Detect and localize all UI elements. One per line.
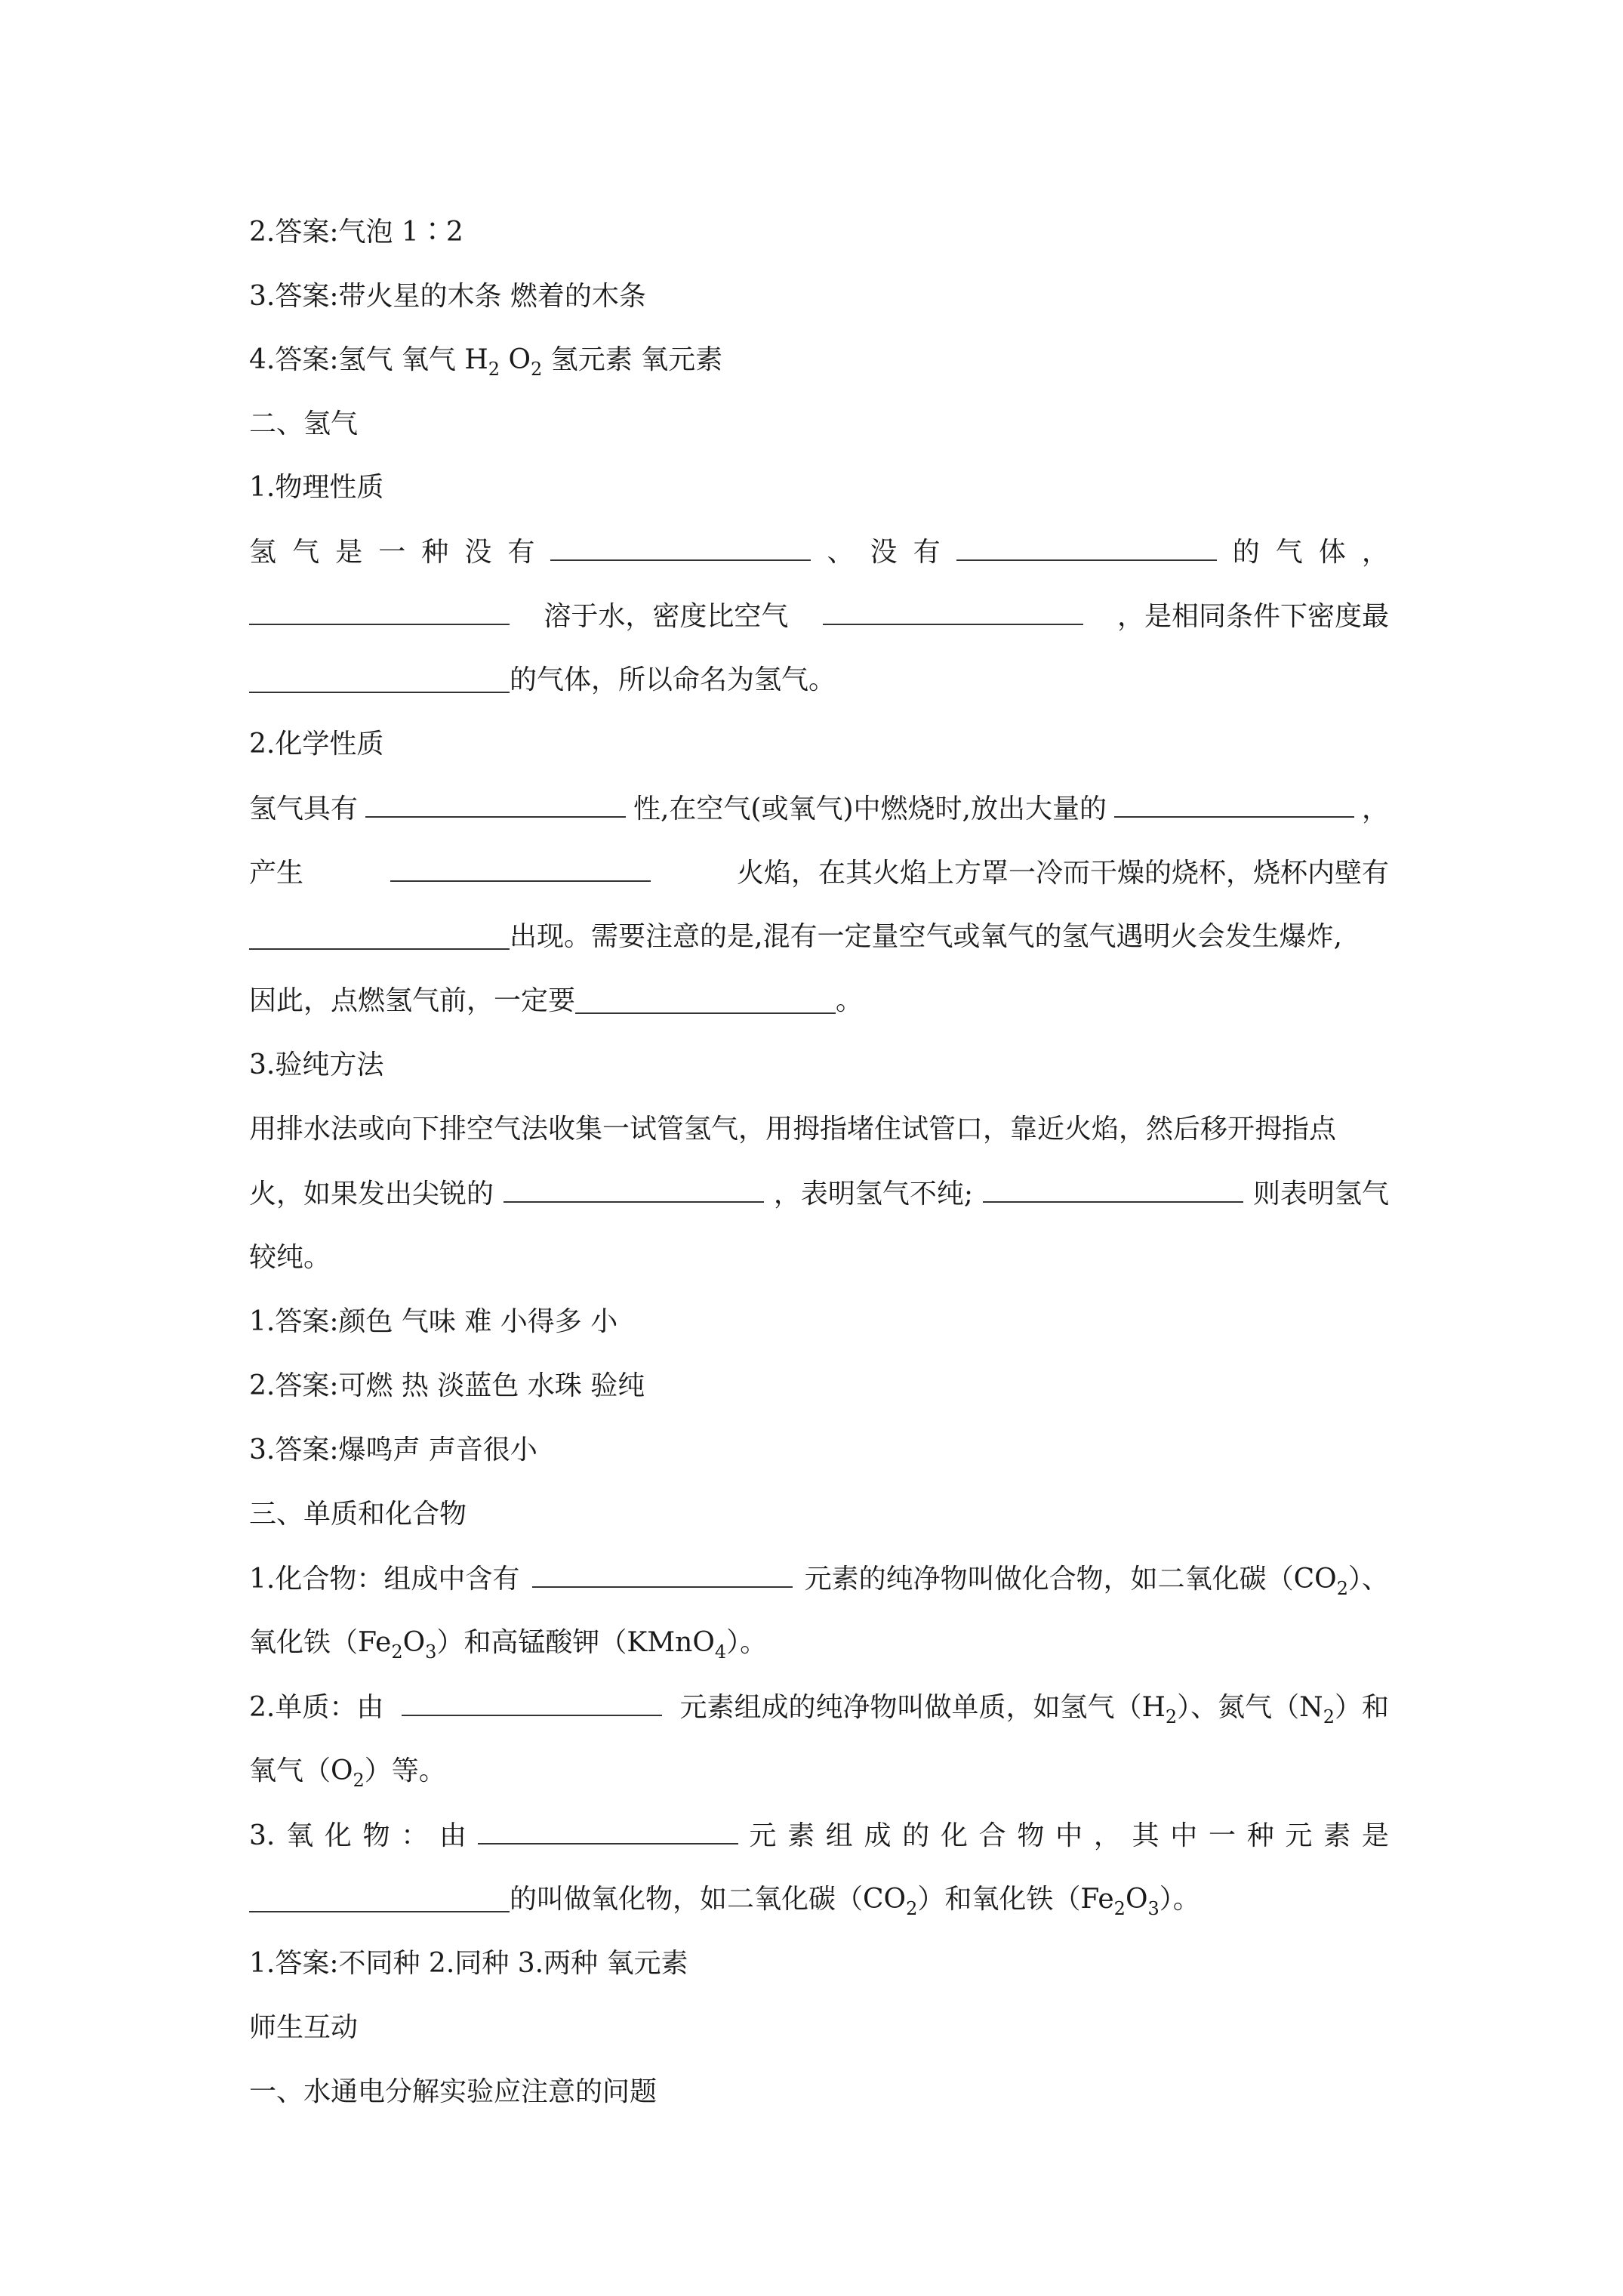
subscript: 2 (1323, 1706, 1335, 1727)
text-run: 2.单质：由 (249, 1692, 384, 1723)
heading-text: 3.验纯方法 (249, 1049, 384, 1080)
answer-text: 1.答案:不同种 2.同种 3.两种 氧元素 (249, 1948, 688, 1979)
subheading-chemical (249, 725, 1389, 764)
text-run: ）和高锰酸钾（KMnO (436, 1627, 715, 1658)
purity-line-1 (249, 1110, 1389, 1149)
purity-line-3 (249, 1238, 1389, 1277)
text-char: 物 (362, 1820, 390, 1851)
physical-line-2 (249, 596, 1389, 636)
text-run: 性,在空气(或氧气)中燃烧时,放出大量的 (633, 794, 1107, 824)
text-char: ， (1361, 794, 1389, 824)
text-char: 的 (1232, 537, 1260, 568)
text-run: 火，如果发出尖锐的 (249, 1179, 494, 1210)
water-answer-3 (249, 277, 1389, 316)
answer-text: 氢元素 氧元素 (542, 344, 723, 375)
element-line-1 (249, 1687, 1389, 1727)
fill-in-blank[interactable] (550, 532, 811, 561)
text-run: ）。 (726, 1627, 768, 1658)
subscript: 2 (391, 1641, 403, 1663)
heading-text: 师生互动 (249, 2012, 359, 2043)
text-char: 中 (1170, 1820, 1198, 1851)
subheading-electrolysis (249, 2073, 1389, 2112)
text-run: 则表明氢气 (1252, 1179, 1389, 1210)
fill-in-blank[interactable] (983, 1174, 1243, 1203)
text-char: 气 (292, 537, 320, 568)
text-run: ）。 (1159, 1884, 1200, 1915)
subscript: 2 (1113, 1898, 1126, 1919)
subscript: 2 (531, 359, 543, 380)
hydrogen-answer-2 (249, 1367, 1389, 1406)
text-run: 元素组成的纯净物叫做单质，如氢气（H (679, 1692, 1166, 1723)
answer-text: 4.答案:氢气 氧气 H (249, 344, 488, 375)
text-run: 产生 (249, 858, 304, 889)
text-char: 素 (787, 1820, 815, 1851)
subscript: 2 (353, 1770, 365, 1791)
text-char: 的 (902, 1820, 930, 1851)
text-char: 一 (378, 537, 406, 568)
fill-in-blank[interactable] (478, 1816, 738, 1845)
fill-in-blank[interactable] (532, 1559, 793, 1588)
physical-line-3 (249, 661, 1389, 700)
text-char: 其 (1132, 1820, 1160, 1851)
compound-line-2 (249, 1623, 1389, 1663)
subscript: 2 (906, 1898, 918, 1919)
fill-in-blank[interactable] (1114, 789, 1354, 818)
section-heading-interaction (249, 2008, 1389, 2048)
text-run: 火焰，在其火焰上方罩一冷而干燥的烧杯，烧杯内壁有 (736, 858, 1389, 889)
text-run: 氢气具有 (249, 794, 359, 824)
purity-line-2 (249, 1174, 1389, 1213)
text-char: 没 (870, 537, 898, 568)
subheading-physical (249, 468, 1389, 507)
subscript: 3 (425, 1641, 437, 1663)
water-answer-4 (249, 341, 1389, 380)
text-char: 中 (1055, 1820, 1083, 1851)
text-run: 氧化铁（Fe (249, 1627, 392, 1658)
text-char: 。 (836, 985, 864, 1016)
text-run: ）和氧化铁（Fe (917, 1884, 1114, 1915)
text-char: 一 (1208, 1820, 1236, 1851)
text-char: ， (1093, 1820, 1121, 1851)
fill-in-blank[interactable] (956, 532, 1217, 561)
subheading-purity (249, 1046, 1389, 1085)
text-run: 溶于水，密度比空气 (544, 601, 789, 632)
text-char: 是 (335, 537, 363, 568)
text-run: 的叫做氧化物，如二氧化碳（CO (510, 1884, 907, 1915)
text-char: 氧 (286, 1820, 314, 1851)
text-char: 、 (827, 537, 855, 568)
answer-text: 2.答案:气泡 1∶2 (249, 217, 463, 248)
text-char: ， (1361, 537, 1389, 568)
hydrogen-answer-1 (249, 1302, 1389, 1342)
heading-text: 三、单质和化合物 (249, 1499, 467, 1530)
text-run: 1.化合物：组成中含有 (249, 1564, 520, 1595)
text-char: 元 (749, 1820, 777, 1851)
text-char: 物 (1017, 1820, 1045, 1851)
text-run: ，表明氢气不纯; (773, 1179, 974, 1210)
text-char: 有 (913, 537, 941, 568)
fill-in-blank[interactable] (249, 596, 510, 625)
text-char: 氢 (249, 537, 277, 568)
text-run: 的气体，所以命名为氢气。 (510, 664, 836, 695)
text-char: 种 (1246, 1820, 1274, 1851)
text-run: ）等。 (364, 1755, 446, 1786)
fill-in-blank[interactable] (823, 596, 1083, 625)
fill-in-blank[interactable] (249, 921, 510, 950)
text-run: ）、 (1347, 1564, 1389, 1595)
fill-in-blank[interactable] (249, 664, 510, 693)
heading-text: 二、氢气 (249, 408, 359, 439)
text-run: O (402, 1627, 426, 1658)
text-char: 种 (421, 537, 449, 568)
text-run: ，是相同条件下密度最 (1116, 601, 1389, 632)
substances-answers (249, 1944, 1389, 1983)
text-char: 有 (507, 537, 535, 568)
answer-text: 3.答案:爆鸣声 声音很小 (249, 1435, 537, 1465)
text-run: 元素的纯净物叫做化合物，如二氧化碳（CO (804, 1564, 1337, 1595)
text-char: 由 (439, 1820, 467, 1851)
text-char: 化 (324, 1820, 352, 1851)
text-char: 素 (1323, 1820, 1351, 1851)
physical-line-1 (249, 532, 1389, 572)
text-run: ）和 (1334, 1692, 1389, 1723)
text-run: 较纯。 (249, 1242, 331, 1273)
text-run: 出现。需要注意的是,混有一定量空气或氧气的氢气遇明火会发生爆炸, (510, 921, 1342, 952)
chemical-line-2 (249, 853, 1389, 892)
heading-text: 2.化学性质 (249, 729, 384, 760)
text-char: 化 (940, 1820, 968, 1851)
chemical-line-1 (249, 789, 1389, 828)
text-char: 体 (1318, 537, 1346, 568)
text-char: 合 (978, 1820, 1006, 1851)
subscript: 4 (714, 1641, 727, 1663)
fill-in-blank[interactable] (365, 789, 626, 818)
chemical-line-3 (249, 917, 1389, 957)
text-char: 没 (464, 537, 492, 568)
answer-text: 1.答案:颜色 气味 难 小得多 小 (249, 1306, 618, 1337)
fill-in-blank[interactable] (390, 853, 651, 882)
text-char: 气 (1275, 537, 1303, 568)
chemical-line-4 (249, 982, 1389, 1021)
heading-text: 一、水通电分解实验应注意的问题 (249, 2076, 658, 2107)
text-char: 元 (1285, 1820, 1313, 1851)
compound-line-1 (249, 1559, 1389, 1598)
subscript: 2 (1336, 1578, 1348, 1599)
water-answer-2 (249, 213, 1389, 252)
subscript: 2 (1165, 1706, 1178, 1727)
answer-text: 3.答案:带火星的木条 燃着的木条 (249, 281, 646, 312)
section-heading-substances (249, 1495, 1389, 1534)
text-run: 因此，点燃氢气前，一定要 (249, 985, 576, 1016)
text-run: ）、氮气（N (1177, 1692, 1323, 1723)
subscript: 2 (488, 359, 500, 380)
text-char: 组 (825, 1820, 853, 1851)
oxide-line-1 (249, 1816, 1389, 1855)
text-char: 成 (864, 1820, 892, 1851)
fill-in-blank[interactable] (402, 1687, 662, 1716)
text-char: 是 (1361, 1820, 1389, 1851)
fill-in-blank[interactable] (249, 1884, 510, 1912)
answer-text: O (500, 344, 531, 375)
text-run: 3. (249, 1820, 276, 1851)
section-heading-hydrogen (249, 405, 1389, 444)
text-run: 氧气（O (249, 1755, 353, 1786)
oxide-line-2 (249, 1880, 1389, 1919)
subscript: 3 (1147, 1898, 1160, 1919)
fill-in-blank[interactable] (504, 1174, 764, 1203)
fill-in-blank[interactable] (575, 985, 836, 1014)
element-line-2 (249, 1752, 1389, 1791)
text-run: O (1125, 1884, 1148, 1915)
heading-text: 1.物理性质 (249, 472, 384, 503)
text-char: ： (401, 1820, 429, 1851)
answer-text: 2.答案:可燃 热 淡蓝色 水珠 验纯 (249, 1370, 645, 1401)
hydrogen-answer-3 (249, 1431, 1389, 1470)
text-run: 用排水法或向下排空气法收集一试管氢气，用拇指堵住试管口，靠近火焰，然后移开拇指点 (249, 1114, 1337, 1145)
